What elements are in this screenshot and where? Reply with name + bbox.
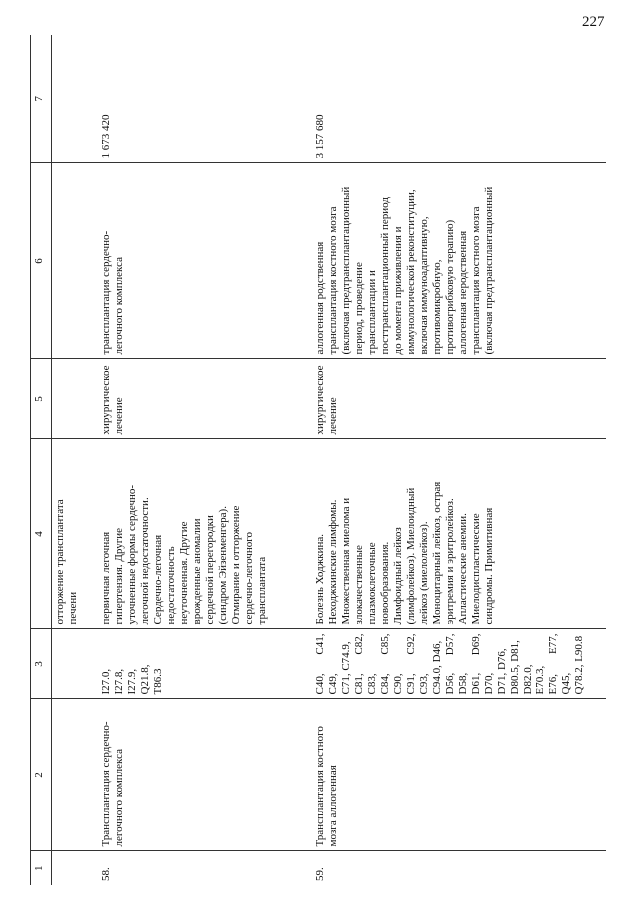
procedures-table xyxy=(30,35,606,885)
treatment-method: аллогенная родственная трансплантация костного мозга (включая предтрансплантационный период, проведение трансплантации и посттрансплантационный период до момента приживления и иммунологической реконституции, включая иммуноадаптивную, противомикробную, противогрибковую терапию) аллогенная неродственная трансплантация костного мозга (включая предтрансплантационный xyxy=(312,163,606,359)
column-header-5: 5 xyxy=(31,359,52,439)
page-number: 227 xyxy=(582,14,605,30)
procedure-name: Трансплантация костного мозга аллогенная xyxy=(312,699,606,851)
column-header-3: 3 xyxy=(31,629,52,699)
patient-model: первичная легочная гипертензия. Другие уточненные формы сердечно- легочной недостаточности. Сердечно-легочная недостаточность неуточненная. Другие врожденные аномалии сердечной перегородки (синдром Эйзенменгера). Отмирание и отторжение сердечно-легочного трансплантата xyxy=(98,439,312,629)
icd-codes: I27.0, I27.8, I27.9, Q21.8, T86.3 xyxy=(98,629,312,699)
procedure-name: Трансплантация сердечно- легочного комплекса xyxy=(98,699,312,851)
cost-value: 3 157 680 xyxy=(312,35,606,163)
cost-value: 1 673 420 xyxy=(98,35,312,163)
row-number: 59. xyxy=(314,867,326,881)
table-header-row xyxy=(31,35,52,885)
table-row xyxy=(312,35,606,885)
table-row xyxy=(52,35,99,885)
row-number: 58. xyxy=(100,867,112,881)
procedure-name xyxy=(52,699,99,851)
treatment-type: хирургическое лечение xyxy=(312,359,606,439)
treatment-method: трансплантация сердечно- легочного комплекса xyxy=(98,163,312,359)
patient-model: Болезнь Ходжкина. Неходжкинские лимфомы. Множественная миелома и злокачественные плазмоклеточные новообразования. Лимфоидный лейкоз (лимфолейкоз). Миелоидный лейкоз (миелолейкоз). Моноцитарный лейкоз, острая эритремия и эритролейкоз. Апластические анемии. Миелодиспластические синдромы. Примитивная xyxy=(312,439,606,629)
cost-value xyxy=(52,35,99,163)
column-header-4: 4 xyxy=(31,439,52,629)
row-number xyxy=(52,851,99,885)
icd-codes: C40, C41, C49, C71, C74.9, C81, C82, C83, C84, C85, C90, C91, C92, C93, C94.0, D46, D56, D57, D58, D61, D69, D70, D71, D76, D80.5, D81, D82.0, E70.3, E76, E77, Q45, Q78.2, L90.8 xyxy=(312,629,606,699)
treatment-type: хирургическое лечение xyxy=(98,359,312,439)
column-header-6: 6 xyxy=(31,163,52,359)
column-header-7: 7 xyxy=(31,35,52,163)
column-header-1: 1 xyxy=(31,851,52,885)
icd-codes xyxy=(52,629,99,699)
treatment-type xyxy=(52,359,99,439)
rotated-table-wrapper xyxy=(30,35,600,885)
patient-model: отторжение трансплантата печени xyxy=(52,439,99,629)
column-header-2: 2 xyxy=(31,699,52,851)
table-row xyxy=(98,35,312,885)
treatment-method xyxy=(52,163,99,359)
